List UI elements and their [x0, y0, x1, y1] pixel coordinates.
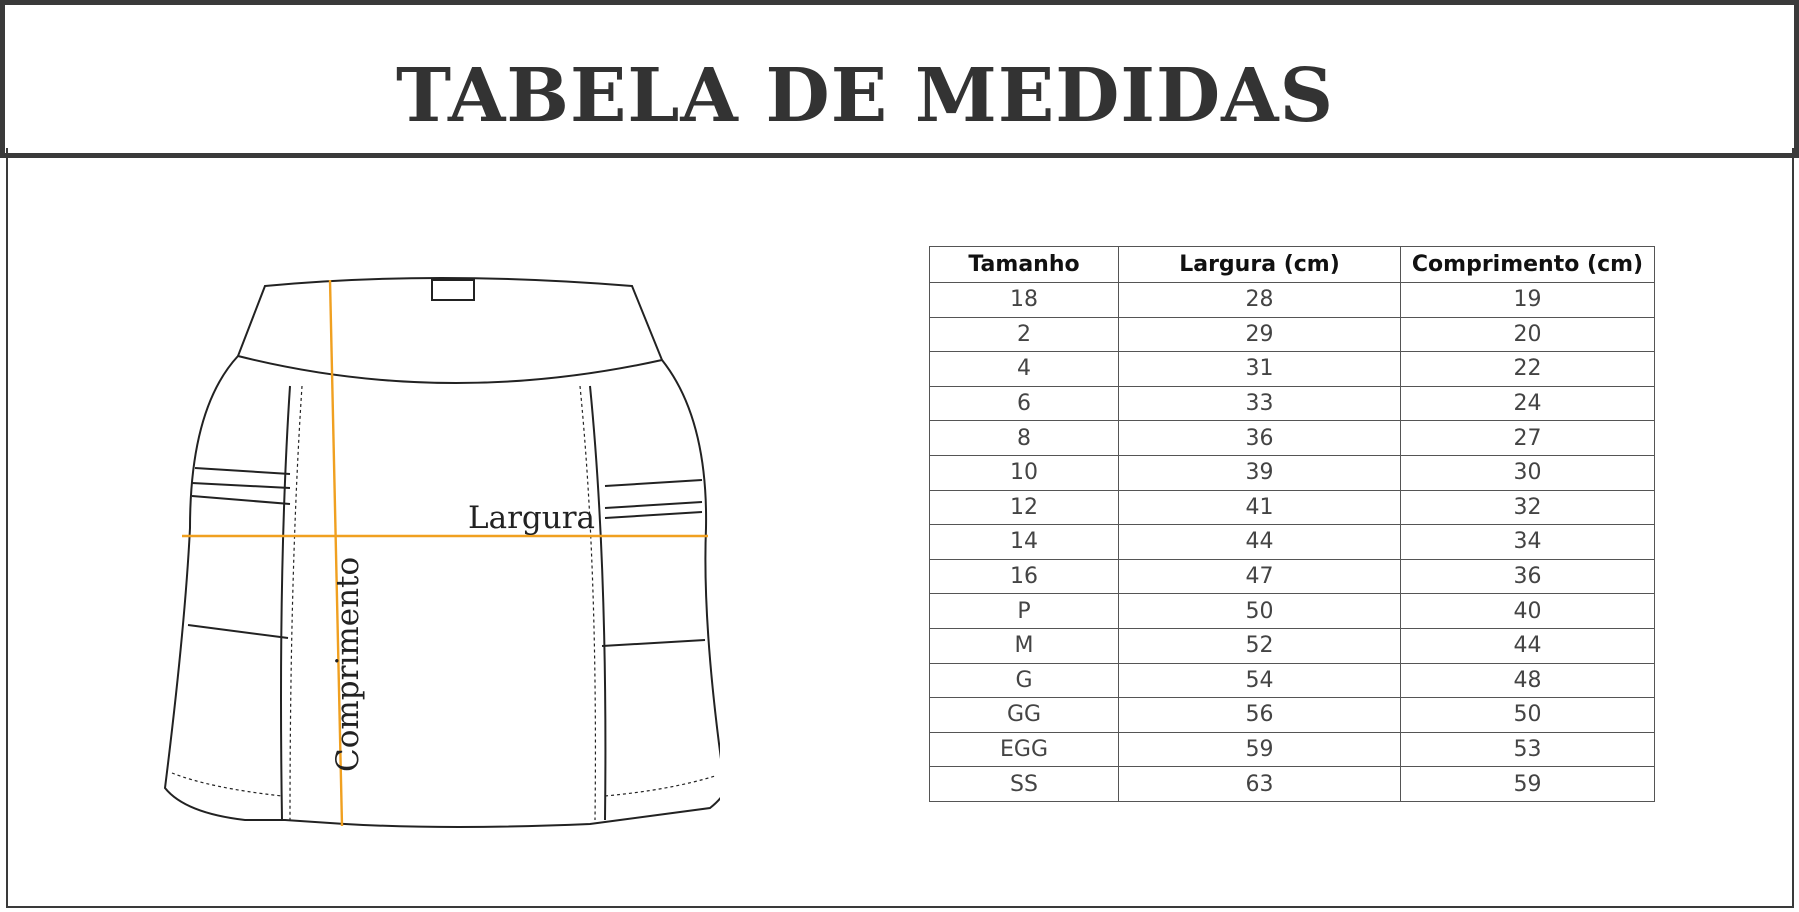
cell-length: 59 — [1401, 767, 1655, 802]
cell-width: 63 — [1119, 767, 1401, 802]
cell-length: 27 — [1401, 421, 1655, 456]
header-length: Comprimento (cm) — [1401, 247, 1655, 283]
table-row — [930, 663, 1655, 698]
cell-width: 56 — [1119, 698, 1401, 733]
cell-length: 44 — [1401, 628, 1655, 663]
table-row — [930, 732, 1655, 767]
cell-width: 47 — [1119, 559, 1401, 594]
cell-size: 18 — [930, 283, 1119, 318]
cell-length: 20 — [1401, 317, 1655, 352]
cell-size: 10 — [930, 455, 1119, 490]
cell-width: 33 — [1119, 386, 1401, 421]
cell-size: 16 — [930, 559, 1119, 594]
cell-size: 12 — [930, 490, 1119, 525]
length-label: Comprimento — [330, 556, 366, 772]
table-row — [930, 628, 1655, 663]
cell-size: 8 — [930, 421, 1119, 456]
table-row — [930, 283, 1655, 318]
cell-size: 14 — [930, 525, 1119, 560]
skirt-body — [165, 356, 720, 827]
table-row — [930, 421, 1655, 456]
cell-size: SS — [930, 767, 1119, 802]
cell-width: 54 — [1119, 663, 1401, 698]
cell-size: 6 — [930, 386, 1119, 421]
header-size: Tamanho — [930, 247, 1119, 283]
table-row — [930, 594, 1655, 629]
cell-width: 50 — [1119, 594, 1401, 629]
cell-length: 50 — [1401, 698, 1655, 733]
cell-size: EGG — [930, 732, 1119, 767]
cell-size: GG — [930, 698, 1119, 733]
cell-length: 24 — [1401, 386, 1655, 421]
header-width: Largura (cm) — [1119, 247, 1401, 283]
cell-length: 48 — [1401, 663, 1655, 698]
cell-width: 39 — [1119, 455, 1401, 490]
waist-tag — [432, 280, 474, 300]
cell-width: 28 — [1119, 283, 1401, 318]
cell-size: 4 — [930, 352, 1119, 387]
cell-length: 22 — [1401, 352, 1655, 387]
cell-width: 44 — [1119, 525, 1401, 560]
table-row — [930, 559, 1655, 594]
size-table — [929, 246, 1655, 802]
table-row — [930, 317, 1655, 352]
width-label: Largura — [468, 500, 595, 536]
table-header-row — [930, 247, 1655, 283]
table-row — [930, 767, 1655, 802]
cell-length: 32 — [1401, 490, 1655, 525]
cell-size: P — [930, 594, 1119, 629]
table-row — [930, 490, 1655, 525]
cell-width: 41 — [1119, 490, 1401, 525]
cell-length: 34 — [1401, 525, 1655, 560]
cell-length: 53 — [1401, 732, 1655, 767]
cell-length: 36 — [1401, 559, 1655, 594]
cell-size: 2 — [930, 317, 1119, 352]
cell-width: 31 — [1119, 352, 1401, 387]
cell-length: 40 — [1401, 594, 1655, 629]
cell-width: 36 — [1119, 421, 1401, 456]
skirt-diagram — [150, 268, 720, 838]
cell-length: 19 — [1401, 283, 1655, 318]
table-row — [930, 455, 1655, 490]
title-box — [0, 0, 1799, 158]
cell-size: G — [930, 663, 1119, 698]
cell-size: M — [930, 628, 1119, 663]
table-row — [930, 386, 1655, 421]
waistband — [238, 278, 662, 383]
table-row — [930, 352, 1655, 387]
cell-width: 29 — [1119, 317, 1401, 352]
cell-length: 30 — [1401, 455, 1655, 490]
cell-width: 59 — [1119, 732, 1401, 767]
table-row — [930, 525, 1655, 560]
cell-width: 52 — [1119, 628, 1401, 663]
table-row — [930, 698, 1655, 733]
page-title: TABELA DE MEDIDAS — [395, 53, 1335, 139]
